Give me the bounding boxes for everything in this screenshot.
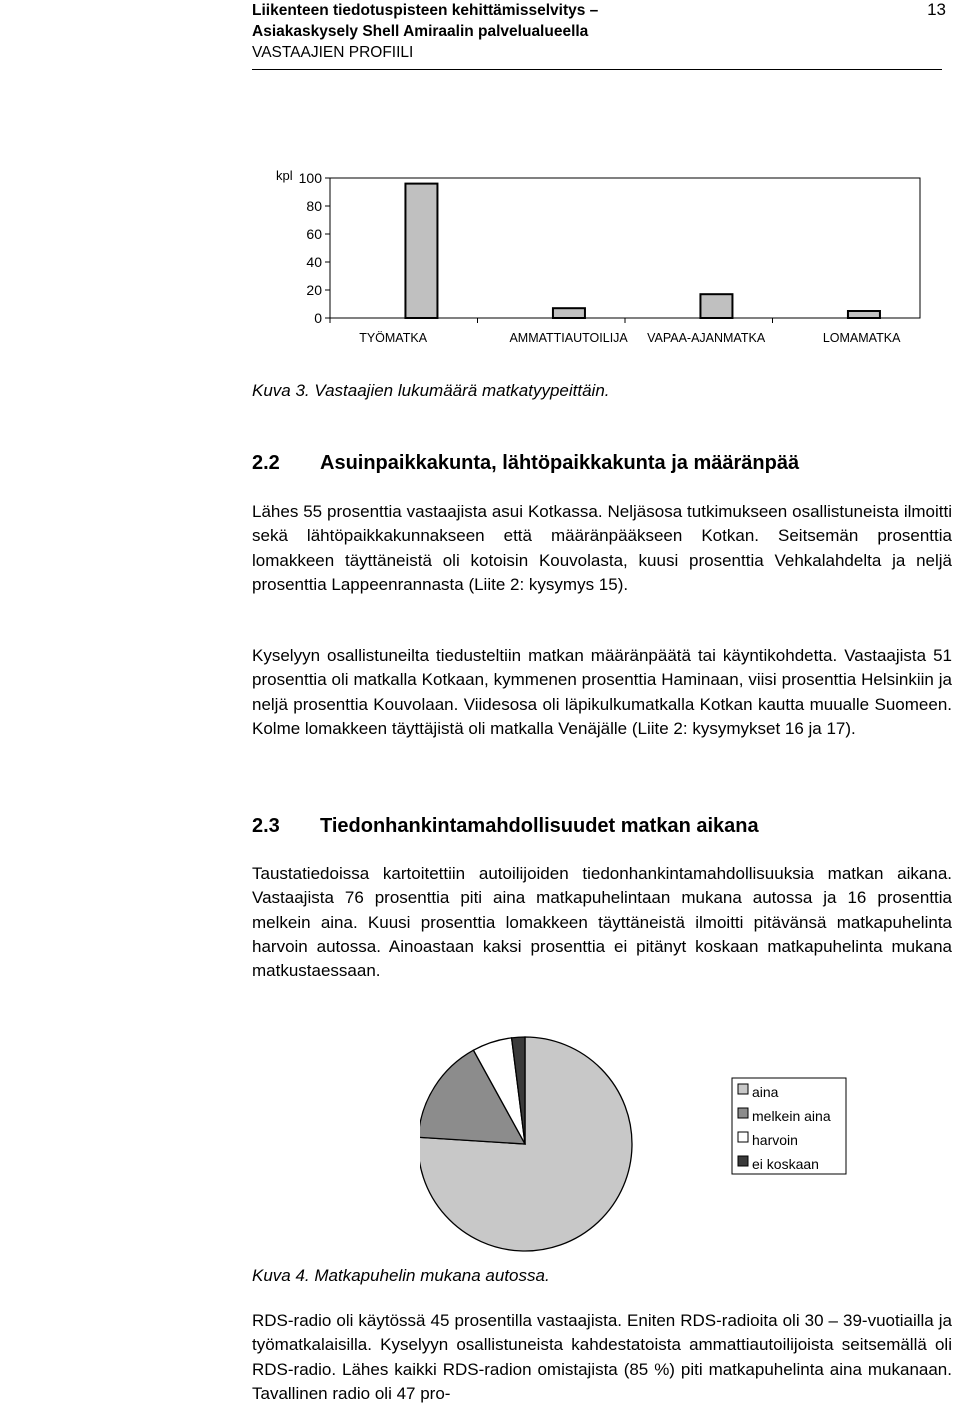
section-number: 2.3 bbox=[252, 815, 280, 837]
section-number: 2.2 bbox=[252, 452, 280, 474]
legend-label: melkein aina bbox=[752, 1108, 831, 1124]
section-heading-2-3 bbox=[252, 815, 759, 838]
y-tick-label: 40 bbox=[306, 254, 322, 270]
y-tick-label: 80 bbox=[306, 198, 322, 214]
x-tick-label: AMMATTIAUTOILIJA bbox=[509, 331, 628, 345]
header-section-label: VASTAAJIEN PROFIILI bbox=[252, 44, 414, 61]
legend-swatch bbox=[738, 1156, 748, 1166]
section-heading-2-2 bbox=[252, 452, 799, 475]
bar-lomamatka bbox=[848, 311, 880, 318]
section-title: Asuinpaikkakunta, lähtöpaikkakunta ja määränpää bbox=[320, 452, 800, 474]
header-divider bbox=[252, 69, 942, 70]
bar-työmatka bbox=[405, 184, 437, 318]
pie-chart-mobile-phone bbox=[420, 1030, 860, 1260]
paragraph-residence: Lähes 55 prosenttia vastaajista asui Kotkassa. Neljäsosa tutkimukseen osallistuneista ilmoitti sekä lähtöpaikkakunnakseen että määränpääkseen Kotkan. Seitsemän prosenttia lomakkeen täyttäneistä oli kotoisin Kouvolasta, kuusi prosenttia Vehkalahdelta ja neljä prosenttia Lappeenrannasta (Liite 2: kysymys 15). bbox=[252, 502, 952, 594]
header-title-line1: Liikenteen tiedotuspisteen kehittämisselvitys – bbox=[252, 2, 599, 19]
y-tick-label: 20 bbox=[306, 282, 322, 298]
legend-label: aina bbox=[752, 1084, 779, 1100]
legend-swatch bbox=[738, 1108, 748, 1118]
y-tick-label: 60 bbox=[306, 226, 322, 242]
bar-ammattiautoilija bbox=[553, 308, 585, 318]
y-tick-label: 100 bbox=[298, 170, 322, 186]
bar-vapaa-ajanmatka bbox=[700, 294, 732, 318]
section-title: Tiedonhankintamahdollisuudet matkan aikana bbox=[320, 815, 759, 837]
bar-chart-trip-types bbox=[260, 160, 940, 360]
y-axis-label: kpl bbox=[276, 168, 293, 183]
paragraph-rds-radio: RDS-radio oli käytössä 45 prosentilla vastaajista. Eniten RDS-radioita oli 30 – 39-vuotiailla ja työmatkalaisilla. Kyselyyn osallistuneista kahdestatoista ammattiautoilijoista seitsemällä oli RDS-radio. Lähes kaikki RDS-radion omistajista (85 %) piti matkapuhelinta aina mukanaan. Tavallinen radio oli 47 pro- bbox=[252, 1311, 952, 1403]
figure-caption-3: Kuva 3. Vastaajien lukumäärä matkatyypeittäin. bbox=[252, 381, 610, 400]
paragraph-destination: Kyselyyn osallistuneilta tiedusteltiin matkan määränpäätä tai käyntikohdetta. Vastaajista 51 prosenttia oli matkalla Kotkaan, kymmenen prosenttia Haminaan, viisi prosenttia Helsinkiin ja neljä prosenttia Kouvolaan. Viidesosa oli läpikulkumatkalla Kotkan kautta muualle Suomeen. Kolme lomakkeen täyttäjistä oli matkalla Venäjälle (Liite 2: kysymykset 16 ja 17). bbox=[252, 646, 952, 738]
legend-swatch bbox=[738, 1132, 748, 1142]
header-title-line2: Asiakaskysely Shell Amiraalin palvelualueella bbox=[252, 23, 589, 40]
x-tick-label: TYÖMATKA bbox=[359, 331, 428, 345]
x-tick-label: LOMAMATKA bbox=[822, 331, 901, 345]
figure-caption-4: Kuva 4. Matkapuhelin mukana autossa. bbox=[252, 1266, 550, 1285]
page-number: 13 bbox=[927, 0, 946, 19]
y-tick-label: 0 bbox=[314, 310, 322, 326]
paragraph-information-sources: Taustatiedoissa kartoitettiin autoilijoiden tiedonhankintamahdollisuuksia matkan aikana. Vastaajista 76 prosenttia piti aina matkapuhelintaan mukana autossa ja 16 prosenttia melkein aina. Kuusi prosenttia lomakkeen täyttäneistä ilmoitti pitävänsä matkapuhelinta harvoin autossa. Ainoastaan kaksi prosenttia ei pitänyt koskaan matkapuhelinta mukana matkustaessaan. bbox=[252, 864, 952, 981]
x-tick-label: VAPAA-AJANMATKA bbox=[647, 331, 766, 345]
legend-label: harvoin bbox=[752, 1132, 798, 1148]
legend-label: ei koskaan bbox=[752, 1156, 819, 1172]
legend-swatch bbox=[738, 1084, 748, 1094]
